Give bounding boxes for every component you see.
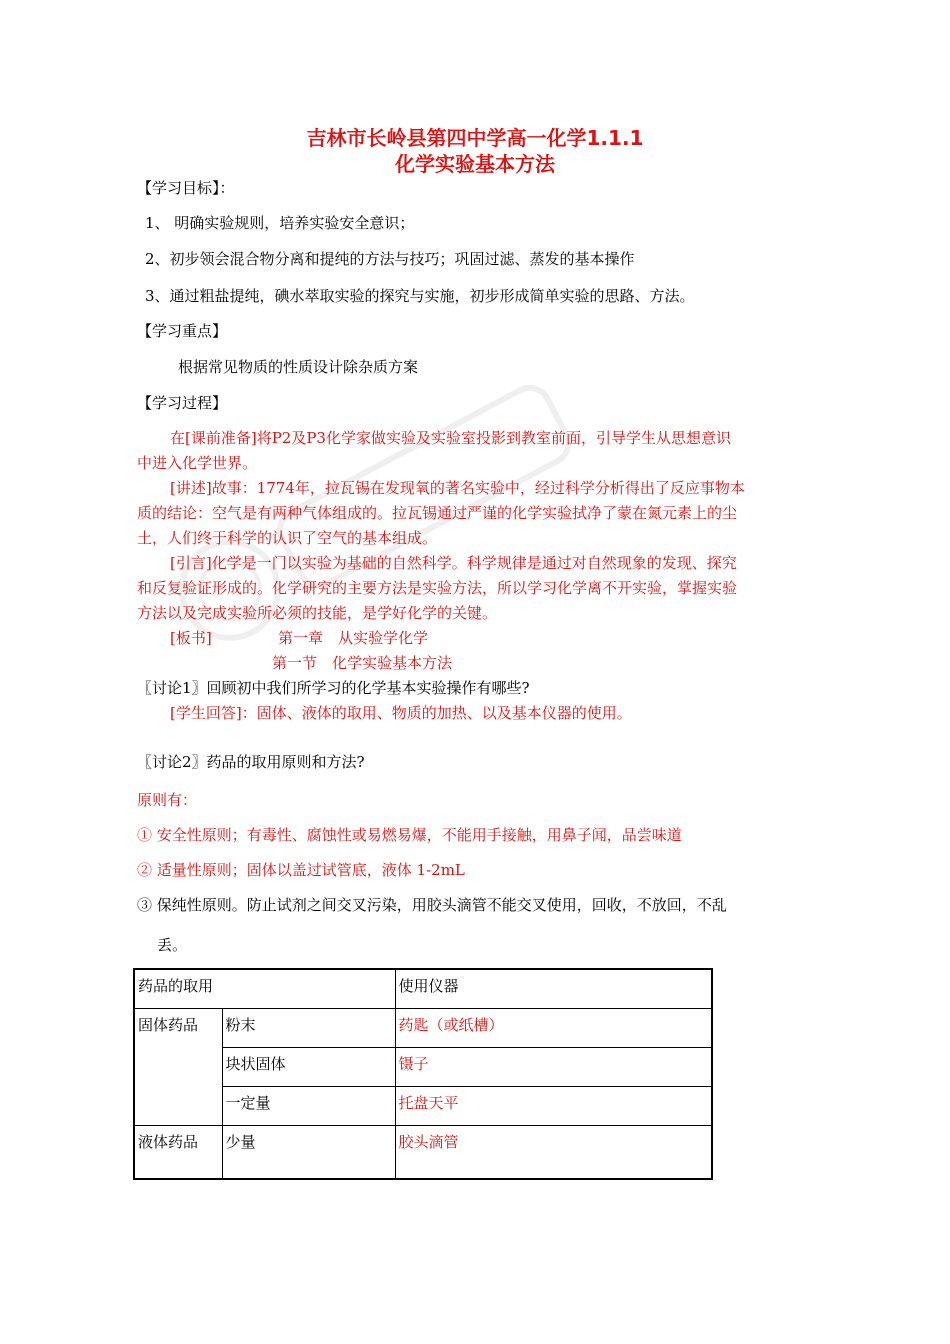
- table-category-liquid: 液体药品: [134, 1125, 222, 1179]
- prep-paragraph-line2: 中进入化学世界。: [137, 454, 258, 472]
- table-row: [134, 1008, 712, 1047]
- story-paragraph-line2: 质的结论：空气是有两种气体组成的。拉瓦锡通过严谨的化学实验拭净了蒙在氮元素上的尘: [137, 504, 738, 522]
- key-point-heading: 【学习重点】: [137, 322, 228, 340]
- intro-paragraph-line1: [引言]化学是一门以实验为基础的自然科学。科学规律是通过对自然现象的发现、探究: [170, 554, 737, 572]
- table-cell-type: 粉末: [222, 1008, 395, 1047]
- objectives-heading: 【学习目标】：: [137, 179, 235, 197]
- board-label: [板书]: [170, 629, 212, 647]
- process-heading: 【学习过程】: [137, 394, 228, 412]
- table-cell-type: 一定量: [222, 1086, 395, 1125]
- principle-safety: ① 安全性原则；有毒性、腐蚀性或易燃易爆，不能用手接触，用鼻子闻，品尝味道: [137, 826, 682, 844]
- board-chapter: 第一章 从实验学化学: [278, 629, 429, 647]
- discussion1-question: 〖讨论1〗回顾初中我们所学习的化学基本实验操作有哪些?: [137, 679, 530, 697]
- principle-purity-line2: 丢。: [157, 936, 188, 954]
- key-point-text: 根据常见物质的性质设计除杂质方案: [178, 358, 419, 376]
- drug-usage-table: [133, 968, 713, 1180]
- document-title-line2: 化学实验基本方法: [395, 152, 555, 176]
- discussion1-answer: [学生回答]：固体、液体的取用、物质的加热、以及基本仪器的使用。: [170, 704, 632, 722]
- story-paragraph-line3: 土，人们终于科学的认识了空气的基本组成。: [137, 529, 438, 547]
- principle-amount: ② 适量性原则；固体以盖过试管底，液体 1-2mL: [137, 861, 465, 879]
- table-row: [134, 1125, 712, 1179]
- table-cell-tool: 药匙（或纸槽）: [395, 1008, 712, 1047]
- table-header-drug: 药品的取用: [134, 969, 395, 1008]
- objective-item-1: 1、 明确实验规则，培养实验安全意识；: [145, 214, 415, 232]
- table-header-tool: 使用仪器: [395, 969, 712, 1008]
- table-cell-tool: 镊子: [395, 1047, 712, 1086]
- board-section: 第一节 化学实验基本方法: [272, 654, 453, 672]
- table-cell-type: 块状固体: [222, 1047, 395, 1086]
- objective-item-3: 3、通过粗盐提纯，碘水萃取实验的探究与实施，初步形成简单实验的思路、方法。: [145, 287, 695, 305]
- table-header-row: [134, 969, 712, 1008]
- intro-paragraph-line2: 和反复验证形成的。化学研究的主要方法是实验方法，所以学习化学离不开实验，掌握实验: [137, 579, 738, 597]
- story-paragraph-line1: [讲述]故事：1774年，拉瓦锡在发现氧的著名实验中，经过科学分析得出了反应事物本: [170, 479, 745, 497]
- discussion2-question: 〖讨论2〗药品的取用原则和方法?: [137, 753, 365, 771]
- document-title-line1: 吉林市长岭县第四中学高一化学1.1.1: [306, 126, 644, 150]
- objective-item-2: 2、初步领会混合物分离和提纯的方法与技巧；巩固过滤、蒸发的基本操作: [145, 250, 635, 268]
- table-cell-tool: 胶头滴管: [395, 1125, 712, 1179]
- principles-label: 原则有：: [137, 791, 198, 809]
- intro-paragraph-line3: 方法以及完成实验所必须的技能，是学好化学的关键。: [137, 604, 498, 622]
- table-category-solid: 固体药品: [134, 1008, 222, 1125]
- table-cell-tool: 托盘天平: [395, 1086, 712, 1125]
- prep-paragraph-line1: 在[课前准备]将P2及P3化学家做实验及实验室投影到教室前面，引导学生从思想意识: [170, 429, 731, 447]
- principle-purity-line1: ③ 保纯性原则。防止试剂之间交叉污染，用胶头滴管不能交叉使用，回收，不放回，不乱: [137, 896, 727, 914]
- table-cell-type: 少量: [222, 1125, 395, 1179]
